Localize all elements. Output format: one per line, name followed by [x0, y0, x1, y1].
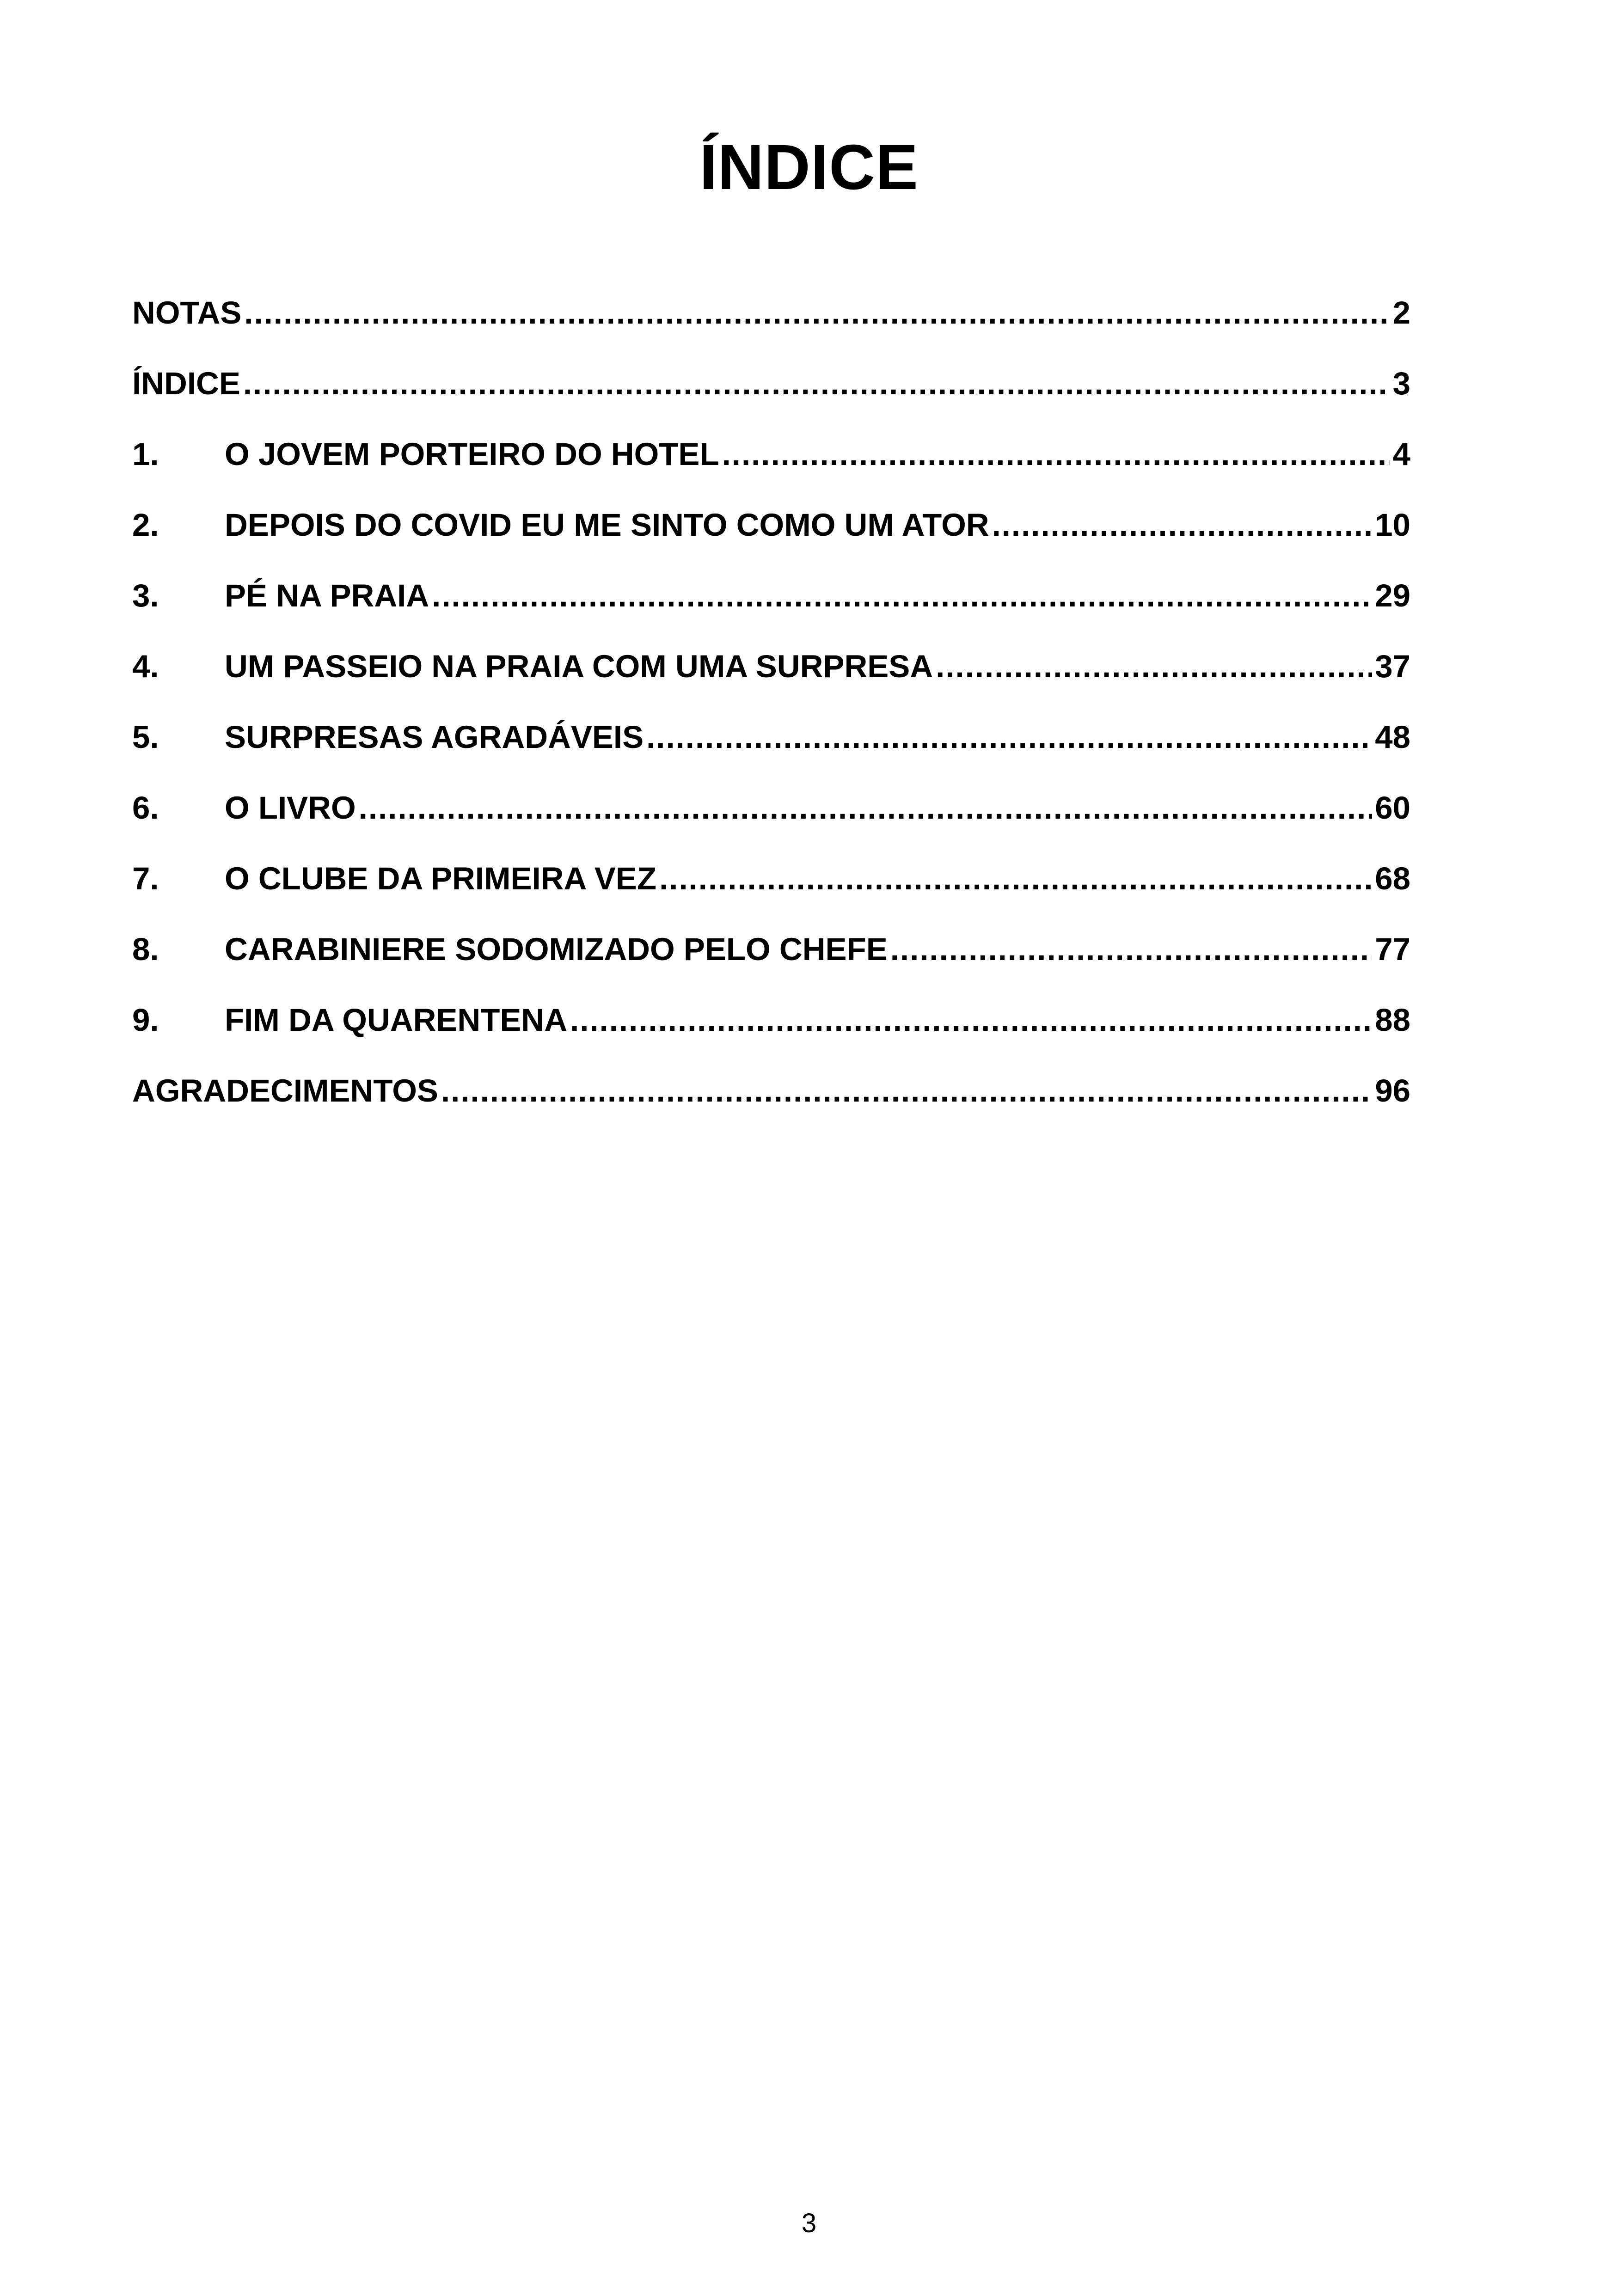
toc-leader-dots [243, 358, 1390, 409]
toc-page-number: 77 [1375, 931, 1410, 967]
toc-leader-dots [646, 712, 1372, 763]
toc-entry-agradecimentos[interactable] [132, 1065, 1410, 1136]
toc-entry-chapter-8[interactable] [132, 924, 1410, 995]
toc-leader-dots [659, 853, 1372, 904]
toc-entry-chapter-1[interactable] [132, 429, 1410, 500]
toc-chapter-number: 5. [132, 719, 159, 755]
toc-entry-label: O JOVEM PORTEIRO DO HOTEL [225, 436, 719, 472]
toc-page-number: 60 [1375, 790, 1410, 826]
toc-entry-chapter-9[interactable] [132, 995, 1410, 1065]
toc-entry-label: FIM DA QUARENTENA [225, 1002, 568, 1038]
toc-chapter-number: 3. [132, 578, 159, 613]
toc-page-number: 68 [1375, 861, 1410, 896]
toc-leader-dots [570, 995, 1372, 1046]
toc-page-number: 88 [1375, 1002, 1410, 1038]
toc-chapter-number: 9. [132, 1002, 159, 1038]
table-of-contents [132, 288, 1410, 1136]
toc-page-number: 48 [1375, 719, 1410, 755]
toc-entry-label: CARABINIERE SODOMIZADO PELO CHEFE [225, 931, 888, 967]
toc-entry-label: DEPOIS DO COVID EU ME SINTO COMO UM ATOR [225, 507, 989, 543]
toc-entry-chapter-7[interactable] [132, 853, 1410, 924]
toc-page-number: 96 [1375, 1073, 1410, 1108]
toc-chapter-number: 4. [132, 649, 159, 684]
toc-entry-chapter-5[interactable] [132, 712, 1410, 783]
toc-entry-chapter-2[interactable] [132, 500, 1410, 570]
toc-leader-dots [936, 641, 1372, 692]
toc-entry-notas[interactable] [132, 288, 1410, 358]
toc-entry-chapter-3[interactable] [132, 570, 1410, 641]
toc-page-number: 2 [1392, 295, 1410, 331]
toc-leader-dots [432, 570, 1372, 621]
toc-leader-dots [441, 1065, 1372, 1116]
toc-page-number: 29 [1375, 578, 1410, 613]
toc-page-number: 37 [1375, 649, 1410, 684]
toc-leader-dots [992, 500, 1373, 551]
toc-leader-dots [244, 288, 1390, 338]
page-number-footer: 3 [801, 2208, 817, 2238]
toc-entry-label: SURPRESAS AGRADÁVEIS [225, 719, 644, 755]
toc-leader-dots [722, 429, 1390, 480]
toc-chapter-number: 8. [132, 931, 159, 967]
toc-chapter-number: 1. [132, 436, 159, 472]
toc-page-number: 10 [1375, 507, 1410, 543]
toc-leader-dots [359, 783, 1373, 833]
toc-entry-label: ÍNDICE [132, 366, 240, 401]
toc-chapter-number: 6. [132, 790, 159, 826]
toc-entry-chapter-4[interactable] [132, 641, 1410, 712]
toc-entry-label: PÉ NA PRAIA [225, 578, 429, 613]
page-title: ÍNDICE [699, 132, 919, 203]
toc-entry-chapter-6[interactable] [132, 783, 1410, 853]
toc-entry-indice[interactable] [132, 358, 1410, 429]
toc-leader-dots [890, 924, 1373, 975]
toc-page-number: 4 [1392, 436, 1410, 472]
toc-chapter-number: 7. [132, 861, 159, 896]
toc-page-number: 3 [1392, 366, 1410, 401]
toc-entry-label: O LIVRO [225, 790, 356, 826]
toc-entry-label: UM PASSEIO NA PRAIA COM UMA SURPRESA [225, 649, 933, 684]
toc-entry-label: O CLUBE DA PRIMEIRA VEZ [225, 861, 657, 896]
toc-chapter-number: 2. [132, 507, 159, 543]
toc-entry-label: NOTAS [132, 295, 242, 331]
toc-entry-label: AGRADECIMENTOS [132, 1073, 438, 1108]
